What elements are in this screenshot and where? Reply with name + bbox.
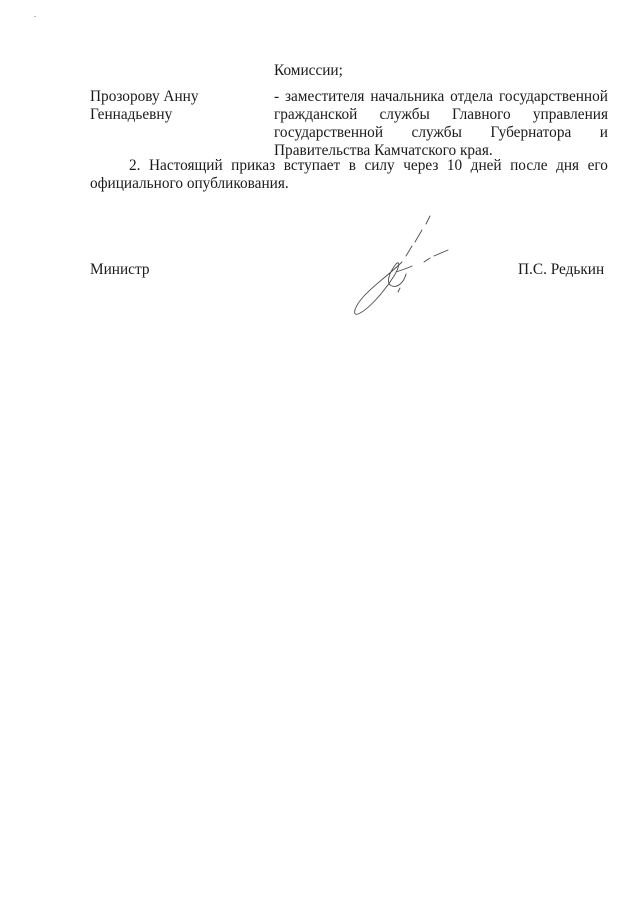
- handwritten-signature: [340, 212, 460, 322]
- position-line-3: государственной службы Губернатора и: [274, 124, 608, 141]
- member-name-line2: Геннадьевну: [90, 106, 173, 123]
- signatory-name: П.С. Редькин: [518, 261, 605, 278]
- scan-artifact: [34, 16, 36, 17]
- position-line-1: - заместителя начальника отдела государственной: [274, 88, 608, 105]
- commission-line: Комиссии;: [274, 62, 343, 79]
- paragraph-2-line-1: 2. Настоящий приказ вступает в силу через 10 дней после дня его: [129, 157, 608, 174]
- paragraph-2-line-2: официального опубликования.: [90, 175, 289, 192]
- position-line-2: гражданской службы Главного управления: [274, 106, 608, 123]
- signatory-title: Министр: [90, 261, 150, 278]
- position-line-4: Правительства Камчатского края.: [274, 142, 493, 159]
- member-name-line1: Прозорову Анну: [90, 88, 199, 105]
